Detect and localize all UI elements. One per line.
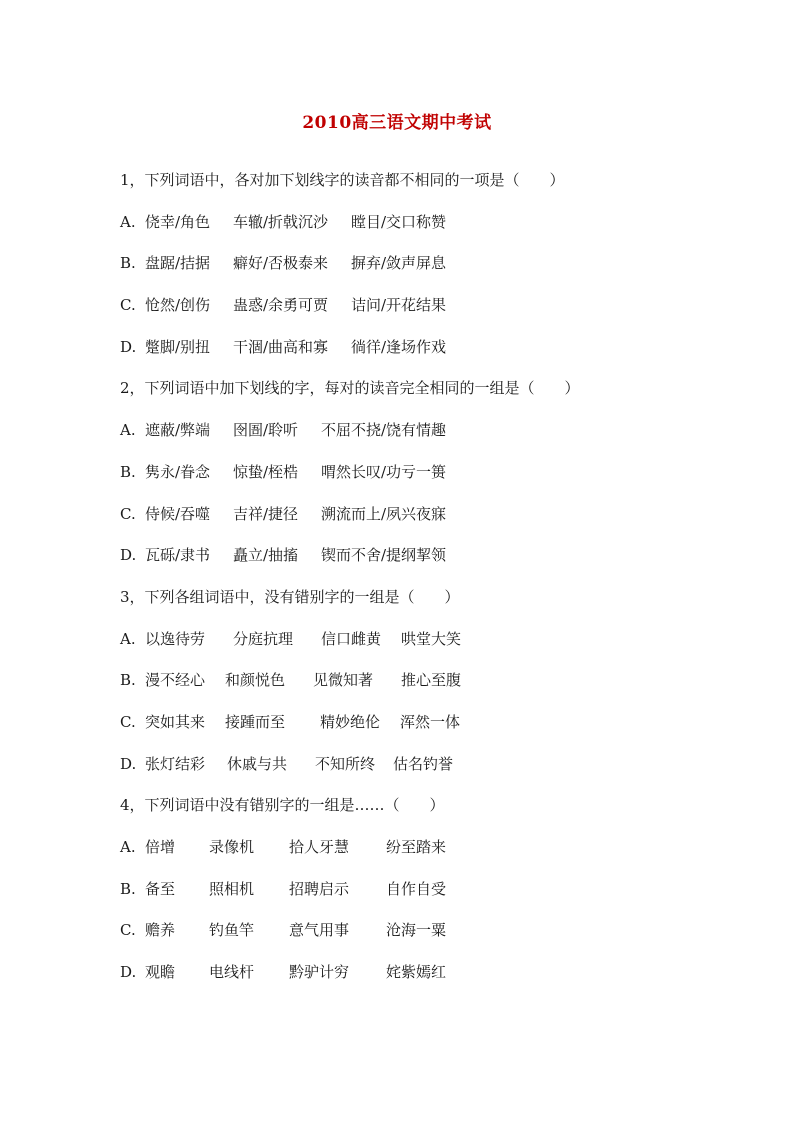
option-row — [120, 920, 720, 962]
option-item: 惊蛰/桎梏 — [233, 462, 299, 481]
option-item: 隽永/眷念 — [145, 462, 211, 481]
option-item: 休戚与共 — [227, 754, 288, 773]
option-letter: B. — [120, 462, 136, 481]
option-item: 倍增 — [145, 838, 176, 856]
question-stem: 3，下列各组词语中，没有错别字的一组是（ ） — [120, 587, 460, 606]
option-item: 怆然/创伤 — [145, 296, 211, 315]
question-stem: 4，下列词语中没有错别字的一组是……（ ） — [120, 796, 445, 815]
option-item: 诘问/开花结果 — [351, 296, 447, 315]
option-letter: D. — [120, 963, 137, 982]
option-item: 自作自受 — [386, 879, 447, 898]
option-item: 分庭抗理 — [233, 629, 294, 648]
option-item: 侍候/吞噬 — [145, 504, 211, 523]
option-letter: C. — [120, 712, 136, 731]
option-item: 癖好/否极泰来 — [233, 254, 329, 273]
option-item: 接踵而至 — [225, 712, 286, 731]
option-item: 精妙绝伦 — [320, 712, 381, 731]
option-letter: A. — [120, 629, 136, 648]
option-item: 照相机 — [209, 879, 255, 898]
option-item: 和颜悦色 — [225, 671, 286, 690]
option-item: 喟然长叹/功亏一篑 — [321, 462, 447, 481]
option-item: 推心至腹 — [401, 671, 462, 690]
option-item: 钓鱼竿 — [209, 921, 255, 940]
option-item: 蹩脚/别扭 — [145, 337, 211, 356]
option-row — [120, 754, 720, 796]
option-row — [120, 837, 720, 879]
option-item: 不屈不挠/饶有情趣 — [321, 421, 447, 440]
option-row — [120, 212, 720, 254]
option-item: 浑然一体 — [400, 712, 461, 731]
option-item: 摒弃/敛声屏息 — [351, 254, 447, 273]
option-row — [120, 712, 720, 754]
option-item: 盘踞/拮据 — [145, 254, 211, 273]
option-item: 车辙/折戟沉沙 — [233, 212, 329, 231]
option-item: 录像机 — [209, 838, 255, 856]
option-item: 备至 — [145, 879, 176, 898]
option-item: 遮蔽/弊端 — [145, 421, 211, 440]
option-letter: C. — [120, 504, 136, 523]
option-letter: B. — [120, 671, 136, 690]
option-letter: B. — [120, 254, 136, 273]
option-item: 见微知著 — [313, 671, 374, 690]
option-item: 干涸/曲高和寡 — [233, 337, 329, 356]
option-item: 电线杆 — [209, 963, 255, 982]
option-row — [120, 504, 720, 546]
option-item: 拾人牙慧 — [289, 838, 350, 856]
option-letter: D. — [120, 546, 137, 565]
option-row — [120, 337, 720, 379]
option-item: 徜徉/逢场作戏 — [351, 337, 447, 356]
option-item: 锲而不舍/提纲挈领 — [321, 546, 447, 565]
option-row — [120, 253, 720, 295]
option-letter: A. — [120, 838, 136, 856]
question-stem: 1，下列词语中，各对加下划线字的读音都不相同的一项是（ ） — [120, 171, 565, 189]
option-row — [120, 545, 720, 587]
option-item: 信口雌黄 — [321, 629, 382, 648]
option-row — [120, 629, 720, 671]
option-row — [120, 295, 720, 337]
option-item: 瓦砾/隶书 — [145, 546, 211, 565]
option-item: 瞠目/交口称赞 — [351, 212, 447, 231]
option-letter: D. — [120, 337, 137, 356]
option-item: 漫不经心 — [145, 671, 206, 690]
option-letter: D. — [120, 754, 137, 773]
option-item: 张灯结彩 — [145, 754, 206, 773]
option-letter: A. — [120, 212, 136, 231]
option-item: 矗立/抽搐 — [233, 546, 299, 565]
option-row — [120, 670, 720, 712]
option-item: 囹圄/聆听 — [233, 421, 299, 440]
option-item: 溯流而上/夙兴夜寐 — [321, 504, 447, 523]
option-item: 侥幸/角色 — [145, 212, 211, 231]
option-item: 哄堂大笑 — [401, 629, 462, 648]
option-letter: A. — [120, 421, 136, 440]
option-row — [120, 962, 720, 1004]
option-row — [120, 879, 720, 921]
page-title: 2010高三语文期中考试 — [302, 113, 492, 133]
option-item: 纷至踏来 — [386, 838, 447, 856]
option-row — [120, 462, 720, 504]
option-item: 黔驴计穷 — [289, 963, 350, 982]
option-item: 姹紫嫣红 — [386, 963, 447, 982]
option-item: 沧海一粟 — [386, 921, 447, 940]
option-item: 招聘启示 — [289, 879, 350, 898]
option-item: 不知所终 — [315, 754, 376, 773]
option-letter: C. — [120, 296, 136, 315]
option-item: 吉祥/捷径 — [233, 504, 299, 523]
option-item: 以逸待劳 — [145, 629, 206, 648]
option-letter: C. — [120, 921, 136, 940]
option-item: 突如其来 — [145, 712, 206, 731]
option-letter: B. — [120, 879, 136, 898]
question-stem: 2，下列词语中加下划线的字，每对的读音完全相同的一组是（ ） — [120, 379, 580, 398]
option-item: 蛊惑/余勇可贾 — [233, 296, 329, 315]
option-item: 赡养 — [145, 921, 176, 940]
option-row — [120, 420, 720, 462]
question-list — [120, 170, 720, 1004]
option-item: 估名钓誉 — [393, 754, 454, 773]
option-item: 意气用事 — [289, 921, 350, 940]
option-item: 观瞻 — [145, 963, 176, 982]
